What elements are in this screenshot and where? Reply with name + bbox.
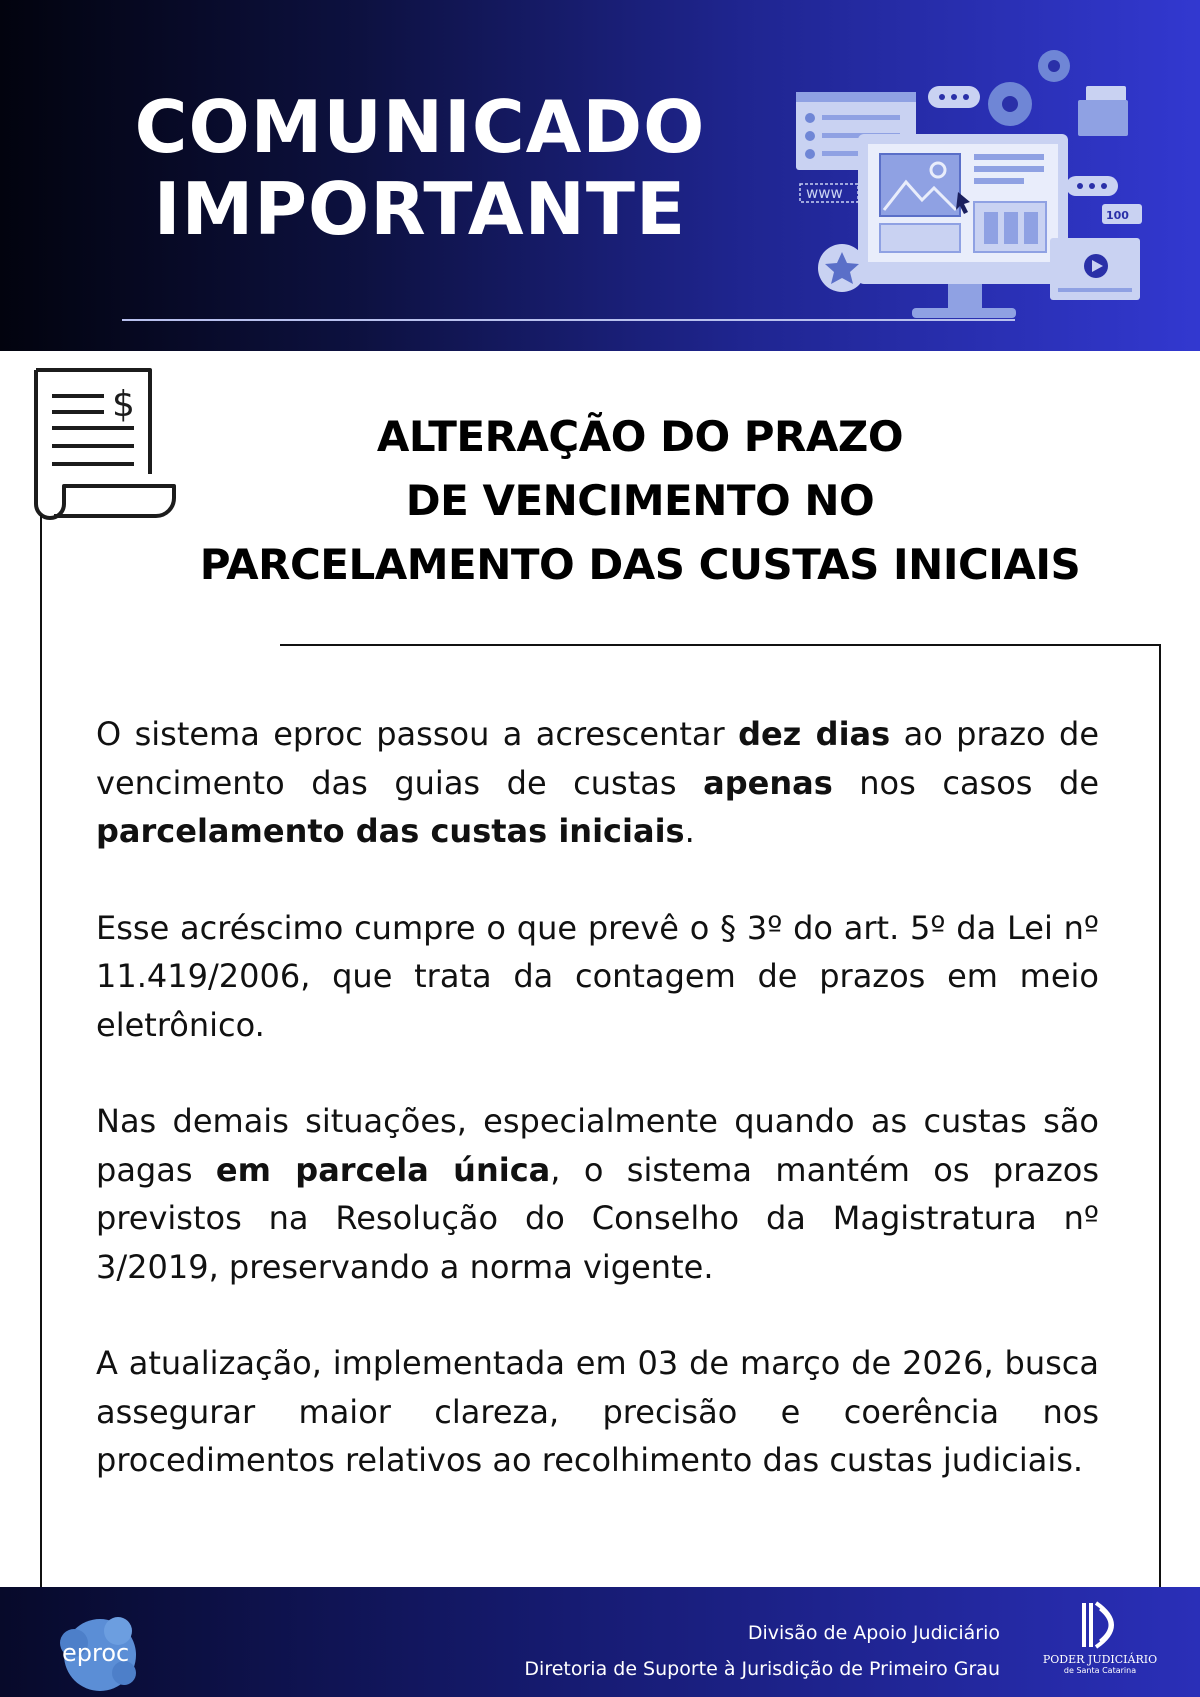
p3-text-1: Nas demais situações, especialmente quando as custas são pagas — [96, 1102, 1099, 1189]
court-name: PODER JUDICIÁRIO — [1042, 1653, 1158, 1666]
www-label: www — [806, 184, 843, 202]
paragraph-4 — [96, 1339, 1099, 1485]
dollar-symbol: $ — [112, 384, 135, 425]
p1-text-2: ao prazo de vencimento das guias de custas — [96, 715, 1100, 802]
p2-text-1: Esse acréscimo cumpre o que prevê o § 3º do art. 5º da Lei nº 11.419/2006, que trata da contagem de prazos em meio eletrônico. — [96, 908, 1099, 1044]
paragraph-1 — [96, 710, 1099, 856]
content-frame-top — [280, 644, 1161, 646]
header-divider — [122, 319, 1015, 321]
court-emblem-icon — [1068, 1599, 1132, 1653]
footer-line-1: Divisão de Apoio Judiciário — [747, 1622, 1000, 1644]
header-banner — [0, 0, 1200, 351]
p1-bold-2: apenas — [703, 763, 833, 802]
p3-bold-1: em parcela única — [215, 1150, 551, 1189]
notice-title — [160, 405, 1120, 597]
p1-bold-1: dez dias — [738, 715, 891, 753]
header-title-line1: COMUNICADO — [134, 85, 706, 169]
p1-text-1: O sistema eproc passou a acrescentar — [96, 715, 739, 753]
likes-badge: 100 — [1106, 209, 1129, 222]
left-border-line — [40, 515, 42, 1587]
court-subtitle: de Santa Catarina — [1063, 1666, 1137, 1675]
notice-title-line3: PARCELAMENTO DAS CUSTAS INICIAIS — [199, 540, 1081, 589]
header-title-line2: IMPORTANTE — [153, 167, 687, 251]
p1-text-3: nos casos de — [832, 763, 1100, 802]
computer-illustration-icon — [788, 42, 1148, 332]
footer-credits — [524, 1615, 1000, 1687]
content-frame-right — [1159, 644, 1161, 1587]
notice-body — [96, 710, 1099, 1533]
header-title — [120, 86, 720, 250]
paragraph-2 — [96, 904, 1099, 1050]
p3-text-2: , o sistema mantém os prazos previstos na Resolução do Conselho da Magistratura nº 3/2019, preservando a norma vigente. — [96, 1150, 1100, 1286]
paragraph-3 — [96, 1097, 1099, 1291]
footer-line-2: Diretoria de Suporte à Jurisdição de Primeiro Grau — [524, 1658, 1000, 1680]
p1-text-4: . — [684, 812, 695, 850]
p4-text-1: A atualização, implementada em 03 de março de 2026, busca assegurar maior clareza, precisão e coerência nos procedimentos relativos ao recolhimento das custas judiciais. — [96, 1344, 1099, 1479]
eproc-logo-text: eproc — [62, 1639, 130, 1667]
court-logo — [1030, 1599, 1170, 1693]
p1-bold-3: parcelamento das custas iniciais — [96, 812, 685, 850]
footer-bar — [0, 1587, 1200, 1697]
notice-title-line2: DE VENCIMENTO NO — [405, 476, 875, 525]
notice-title-line1: ALTERAÇÃO DO PRAZO — [376, 412, 904, 461]
